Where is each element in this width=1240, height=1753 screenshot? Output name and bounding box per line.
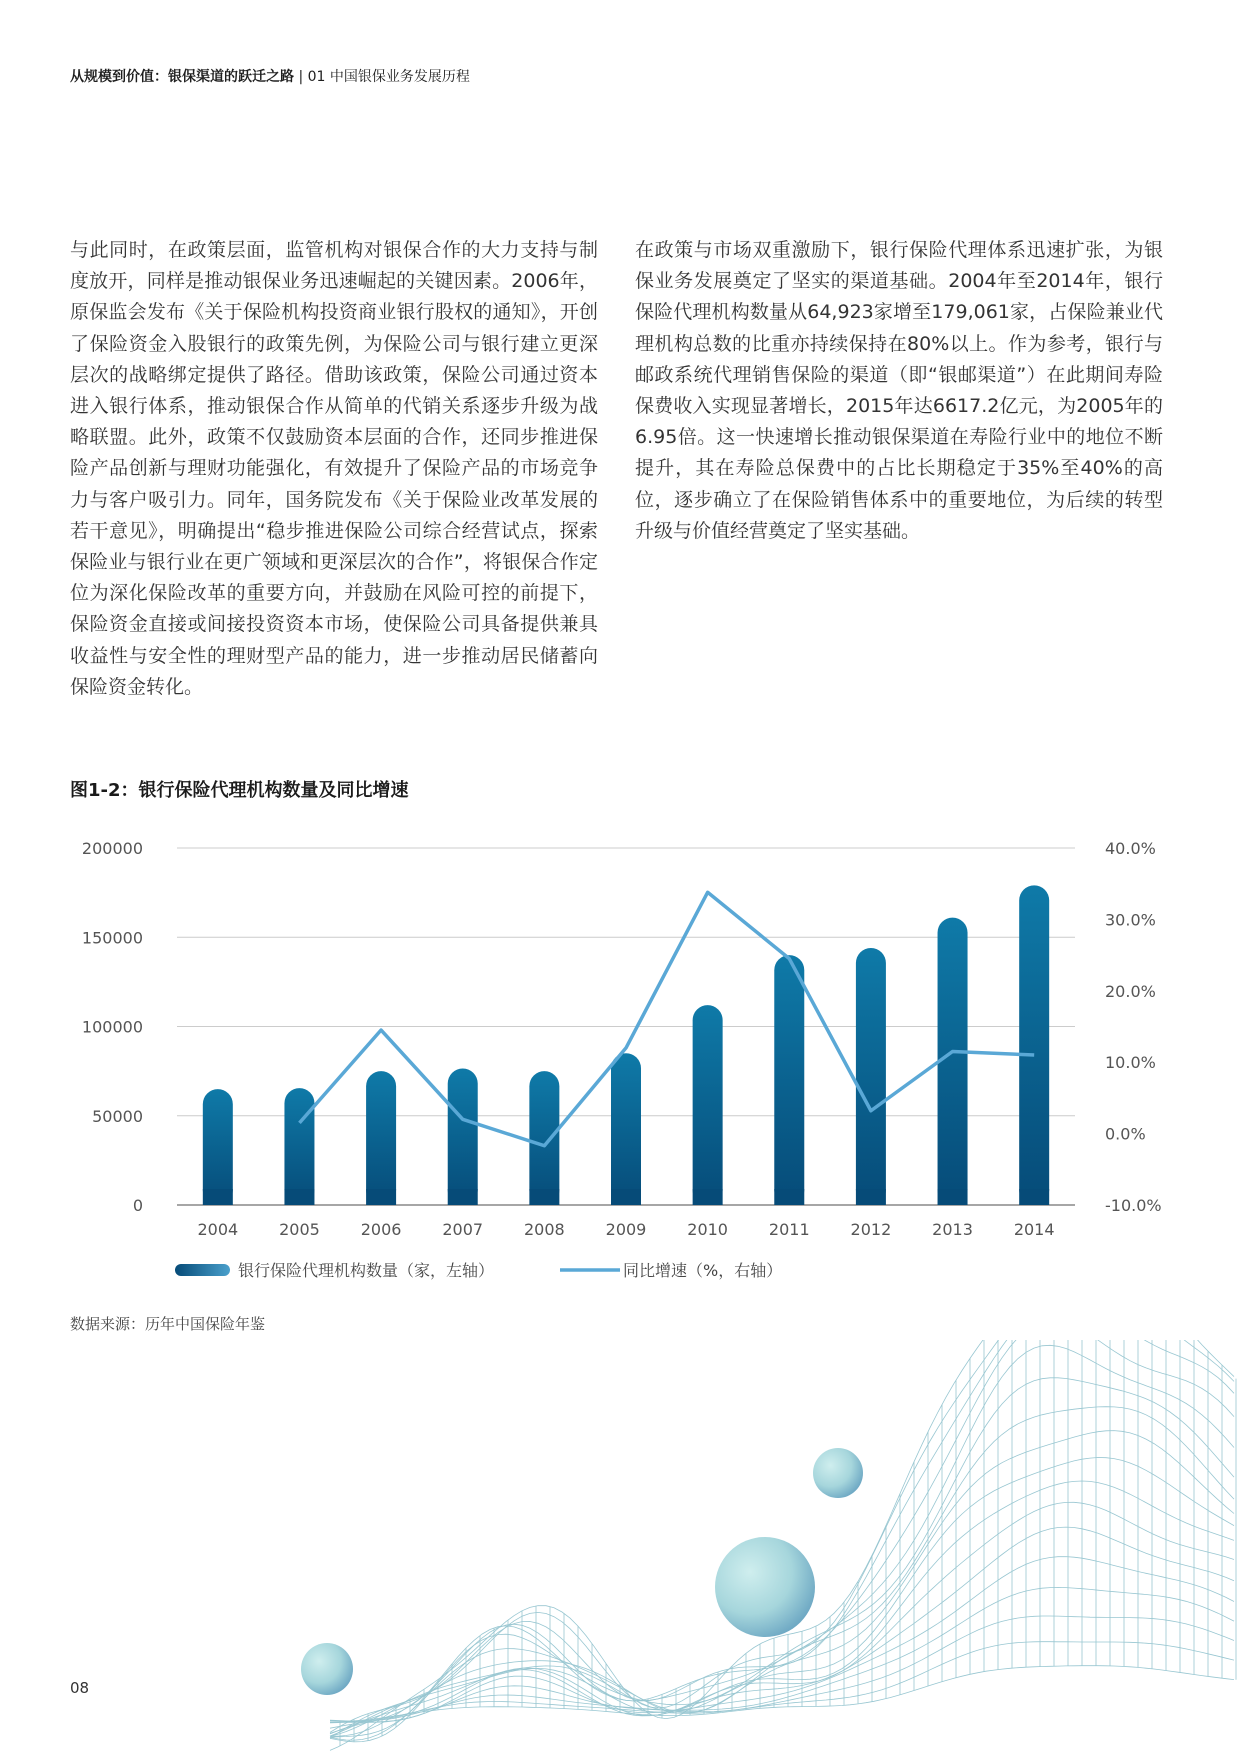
decorative-sphere-left <box>301 1643 353 1695</box>
header-separator: | <box>294 69 308 85</box>
left-axis-tick-label: 50000 <box>92 1106 143 1126</box>
x-axis-tick-label: 2008 <box>524 1220 565 1239</box>
left-axis-tick-label: 100000 <box>81 1017 143 1037</box>
bar-agency-count-base <box>611 1189 641 1205</box>
bar-agency-count <box>611 1053 641 1205</box>
right-axis-tick-label: -10.0% <box>1105 1196 1162 1215</box>
bar-agency-count-base <box>774 1189 804 1205</box>
legend-line-label: 同比增速（%，右轴） <box>623 1261 783 1280</box>
left-column-paragraph: 与此同时，在政策层面，监管机构对银保合作的大力支持与制度放开，同样是推动银保业务迅速崛起的关键因素。2006年，原保监会发布《关于保险机构投资商业银行股权的通知》，开创了保险资金入股银行的政策先例，为保险公司与银行建立更深层次的战略绑定提供了路径。借助该政策，保险公司通过资本进入银行体系，推动银保合作从简单的代销关系逐步升级为战略联盟。此外，政策不仅鼓励资本层面的合作，还同步推进保险产品创新与理财功能强化，有效提升了保险产品的市场竞争力与客户吸引力。同年，国务院发布《关于保险业改革发展的若干意见》，明确提出“稳步推进保险公司综合经营试点，探索保险业与银行业在更广领域和更深层次的合作”，将银保合作定位为深化保险改革的重要方向，并鼓励在风险可控的前提下，保险资金直接或间接投资资本市场，使保险公司具备提供兼具收益性与安全性的理财型产品的能力，进一步推动居民储蓄向保险资金转化。 <box>70 239 598 698</box>
bar-agency-count-base <box>1019 1189 1049 1205</box>
left-axis-tick-label: 200000 <box>81 839 143 858</box>
bar-agency-count-base <box>284 1189 314 1205</box>
decorative-sphere-large <box>715 1537 815 1637</box>
bar-agency-count-base <box>448 1189 478 1205</box>
figure-title: 图1-2：银行保险代理机构数量及同比增速 <box>70 780 409 801</box>
x-axis-tick-label: 2010 <box>687 1220 728 1239</box>
right-axis-tick-label: 20.0% <box>1105 981 1156 1001</box>
x-axis-tick-label: 2012 <box>850 1220 892 1239</box>
bar-agency-count <box>366 1071 396 1205</box>
line-yoy-growth <box>299 892 1034 1145</box>
section-title: 01 中国银保业务发展历程 <box>307 69 470 85</box>
right-axis-tick-label: 10.0% <box>1105 1053 1156 1073</box>
bar-agency-count-base <box>938 1189 968 1205</box>
decorative-sphere-small <box>813 1448 863 1498</box>
right-axis-tick-label: 40.0% <box>1105 839 1156 858</box>
bar-agency-count <box>1019 885 1049 1205</box>
bar-agency-count <box>774 955 804 1205</box>
bar-agency-count <box>693 1005 723 1205</box>
bar-agency-count <box>938 918 968 1205</box>
left-axis-tick-label: 0 <box>132 1196 143 1215</box>
bar-agency-count <box>448 1068 478 1205</box>
bar-agency-count-base <box>856 1189 886 1205</box>
x-axis-tick-label: 2007 <box>442 1220 484 1239</box>
right-axis-tick-label: 30.0% <box>1105 910 1156 930</box>
x-axis-tick-label: 2006 <box>360 1220 402 1239</box>
bar-agency-count <box>203 1089 233 1205</box>
x-axis-tick-label: 2013 <box>932 1220 973 1239</box>
bar-agency-count-base <box>366 1189 396 1205</box>
agency-count-chart <box>0 820 1240 1300</box>
bar-agency-count-base <box>693 1189 723 1205</box>
left-axis-tick-label: 150000 <box>81 928 143 948</box>
right-axis-tick-label: 0.0% <box>1105 1124 1146 1144</box>
x-axis-tick-label: 2005 <box>279 1220 320 1239</box>
x-axis-tick-label: 2009 <box>605 1220 647 1239</box>
bar-agency-count <box>529 1071 559 1205</box>
x-axis-tick-label: 2014 <box>1013 1220 1055 1239</box>
bar-agency-count-base <box>529 1189 559 1205</box>
bar-agency-count-base <box>203 1189 233 1205</box>
x-axis-tick-label: 2004 <box>197 1220 239 1239</box>
running-header <box>70 66 470 86</box>
wireframe-mountain-decoration <box>0 1340 1240 1753</box>
legend-bar-label: 银行保险代理机构数量（家，左轴） <box>238 1261 495 1280</box>
right-column-paragraph: 在政策与市场双重激励下，银行保险代理体系迅速扩张，为银保业务发展奠定了坚实的渠道基础。2004年至2014年，银行保险代理机构数量从64,923家增至179,061家，占保险兼业代理机构总数的比重亦持续保持在80%以上。作为参考，银行与邮政系统代理销售保险的渠道（即“银邮渠道”）在此期间寿险保费收入实现显著增长，2015年达6617.2亿元，为2005年的6.95倍。这一快速增长推动银保渠道在寿险行业中的地位不断提升，其在寿险总保费中的占比长期稳定于35%至40%的高位，逐步确立了在保险销售体系中的重要地位，为后续的转型升级与价值经营奠定了坚实基础。 <box>635 239 1163 542</box>
data-source-note: 数据来源：历年中国保险年鉴 <box>70 1315 266 1333</box>
bar-agency-count <box>284 1088 314 1205</box>
x-axis-tick-label: 2011 <box>768 1220 810 1239</box>
report-title: 从规模到价值：银保渠道的跃迁之路 <box>70 69 294 85</box>
legend-bar-swatch <box>175 1264 230 1276</box>
page-number: 08 <box>70 1679 90 1697</box>
bar-agency-count <box>856 948 886 1205</box>
